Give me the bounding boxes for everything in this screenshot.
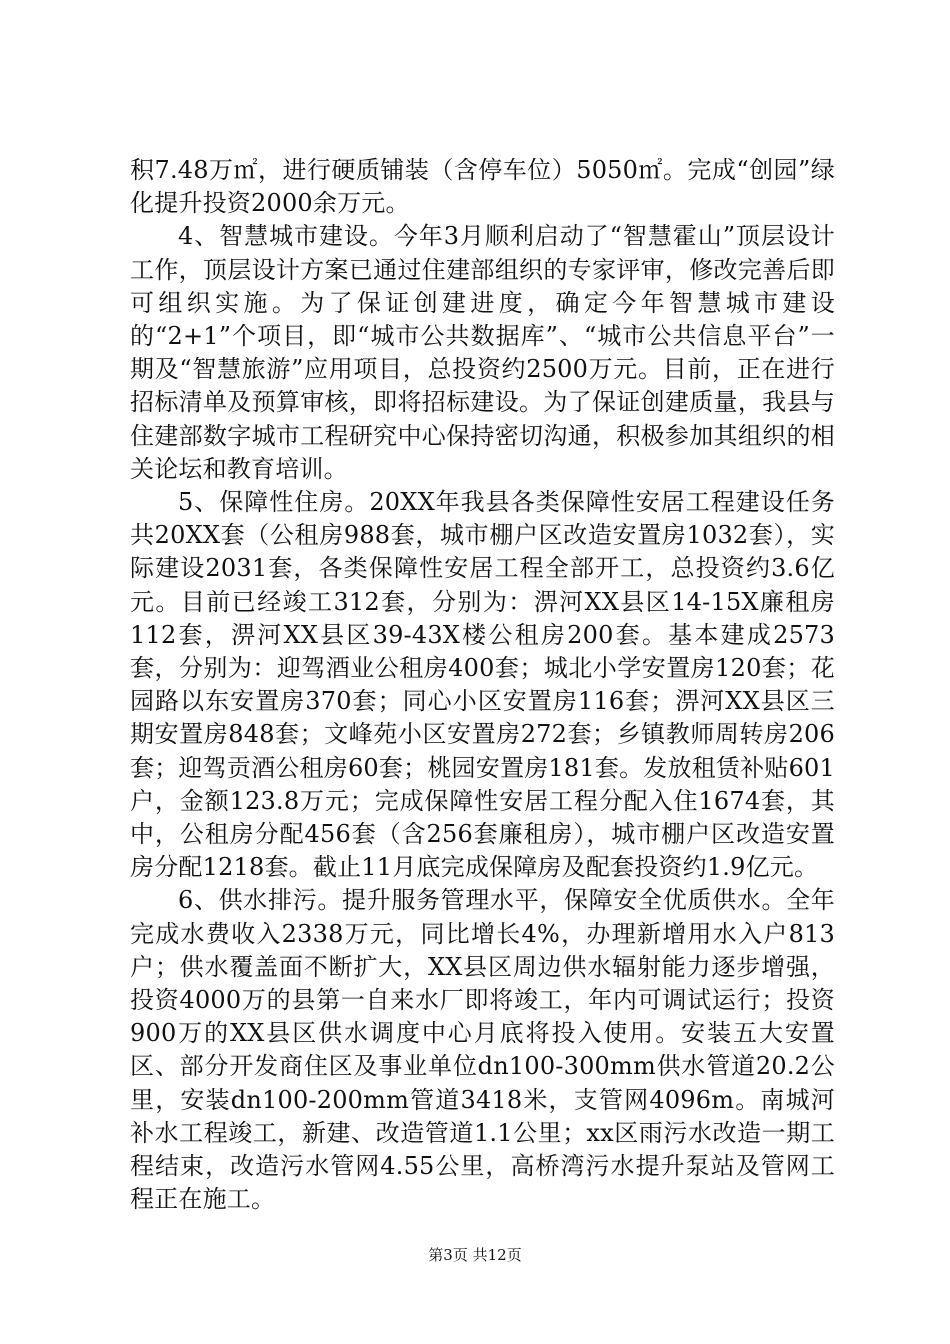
- paragraph-smart-city: 4、智慧城市建设。今年3月顺利启动了“智慧霍山”顶层设计工作，顶层设计方案已通过住建部组织的专家评审，修改完善后即可组织实施。为了保证创建进度，确定今年智慧城市建设的“2+1”个项目，即“城市公共数据库”、“城市公共信息平台”一期及“智慧旅游”应用项目，总投资约2500万元。目前，正在进行招标清单及预算审核，即将招标建设。为了保证创建质量，我县与住建部数字城市工程研究中心保持密切沟通，积极参加其组织的相关论坛和教育培训。: [130, 222, 835, 483]
- paragraph-affordable-housing: 5、保障性住房。20XX年我县各类保障性安居工程建设任务共20XX套（公租房988套，城市棚户区改造安置房1032套），实际建设2031套，各类保障性安居工程全部开工，总投资约3.6亿元。目前已经竣工312套，分别为：淠河XX县区14-15X廉租房112套，淠河XX县区39-43X楼公租房200套。基本建成2573套，分别为：迎驾酒业公租房400套；城北小学安置房120套；花园路以东安置房370套；同心小区安置房116套；淠河XX县区三期安置房848套；文峰苑小区安置房272套；乡镇教师周转房206套；迎驾贡酒公租房60套；桃园安置房181套。发放租赁补贴601户，金额123.8万元；完成保障性安居工程分配入住1674套，其中，公租房分配456套（含256套廉租房），城市棚户区改造安置房分配1218套。截止11月底完成保障房及配套投资约1.9亿元。: [130, 488, 835, 882]
- page-footer: 第3页 共12页: [428, 1246, 522, 1264]
- document-body: [130, 154, 835, 1217]
- paragraph-water-supply: 6、供水排污。提升服务管理水平，保障安全优质供水。全年完成水费收入2338万元，同比增长4%，办理新增用水入户813户；供水覆盖面不断扩大，XX县区周边供水辐射能力逐步增强，投资4000万的县第一自来水厂即将竣工，年内可调试运行；投资900万的XX县区供水调度中心月底将投入使用。安装五大安置区、部分开发商住区及事业单位dn100-300mm供水管道20.2公里，安装dn100-200mm管道3418米，支管网4096m。南城河补水工程竣工，新建、改造管道1.1公里；xx区雨污水改造一期工程结束，改造污水管网4.55公里，高桥湾污水提升泵站及管网工程正在施工。: [130, 886, 835, 1214]
- paragraph-continuation: 积7.48万㎡，进行硬质铺装（含停车位）5050㎡。完成“创园”绿化提升投资2000余万元。: [130, 156, 835, 218]
